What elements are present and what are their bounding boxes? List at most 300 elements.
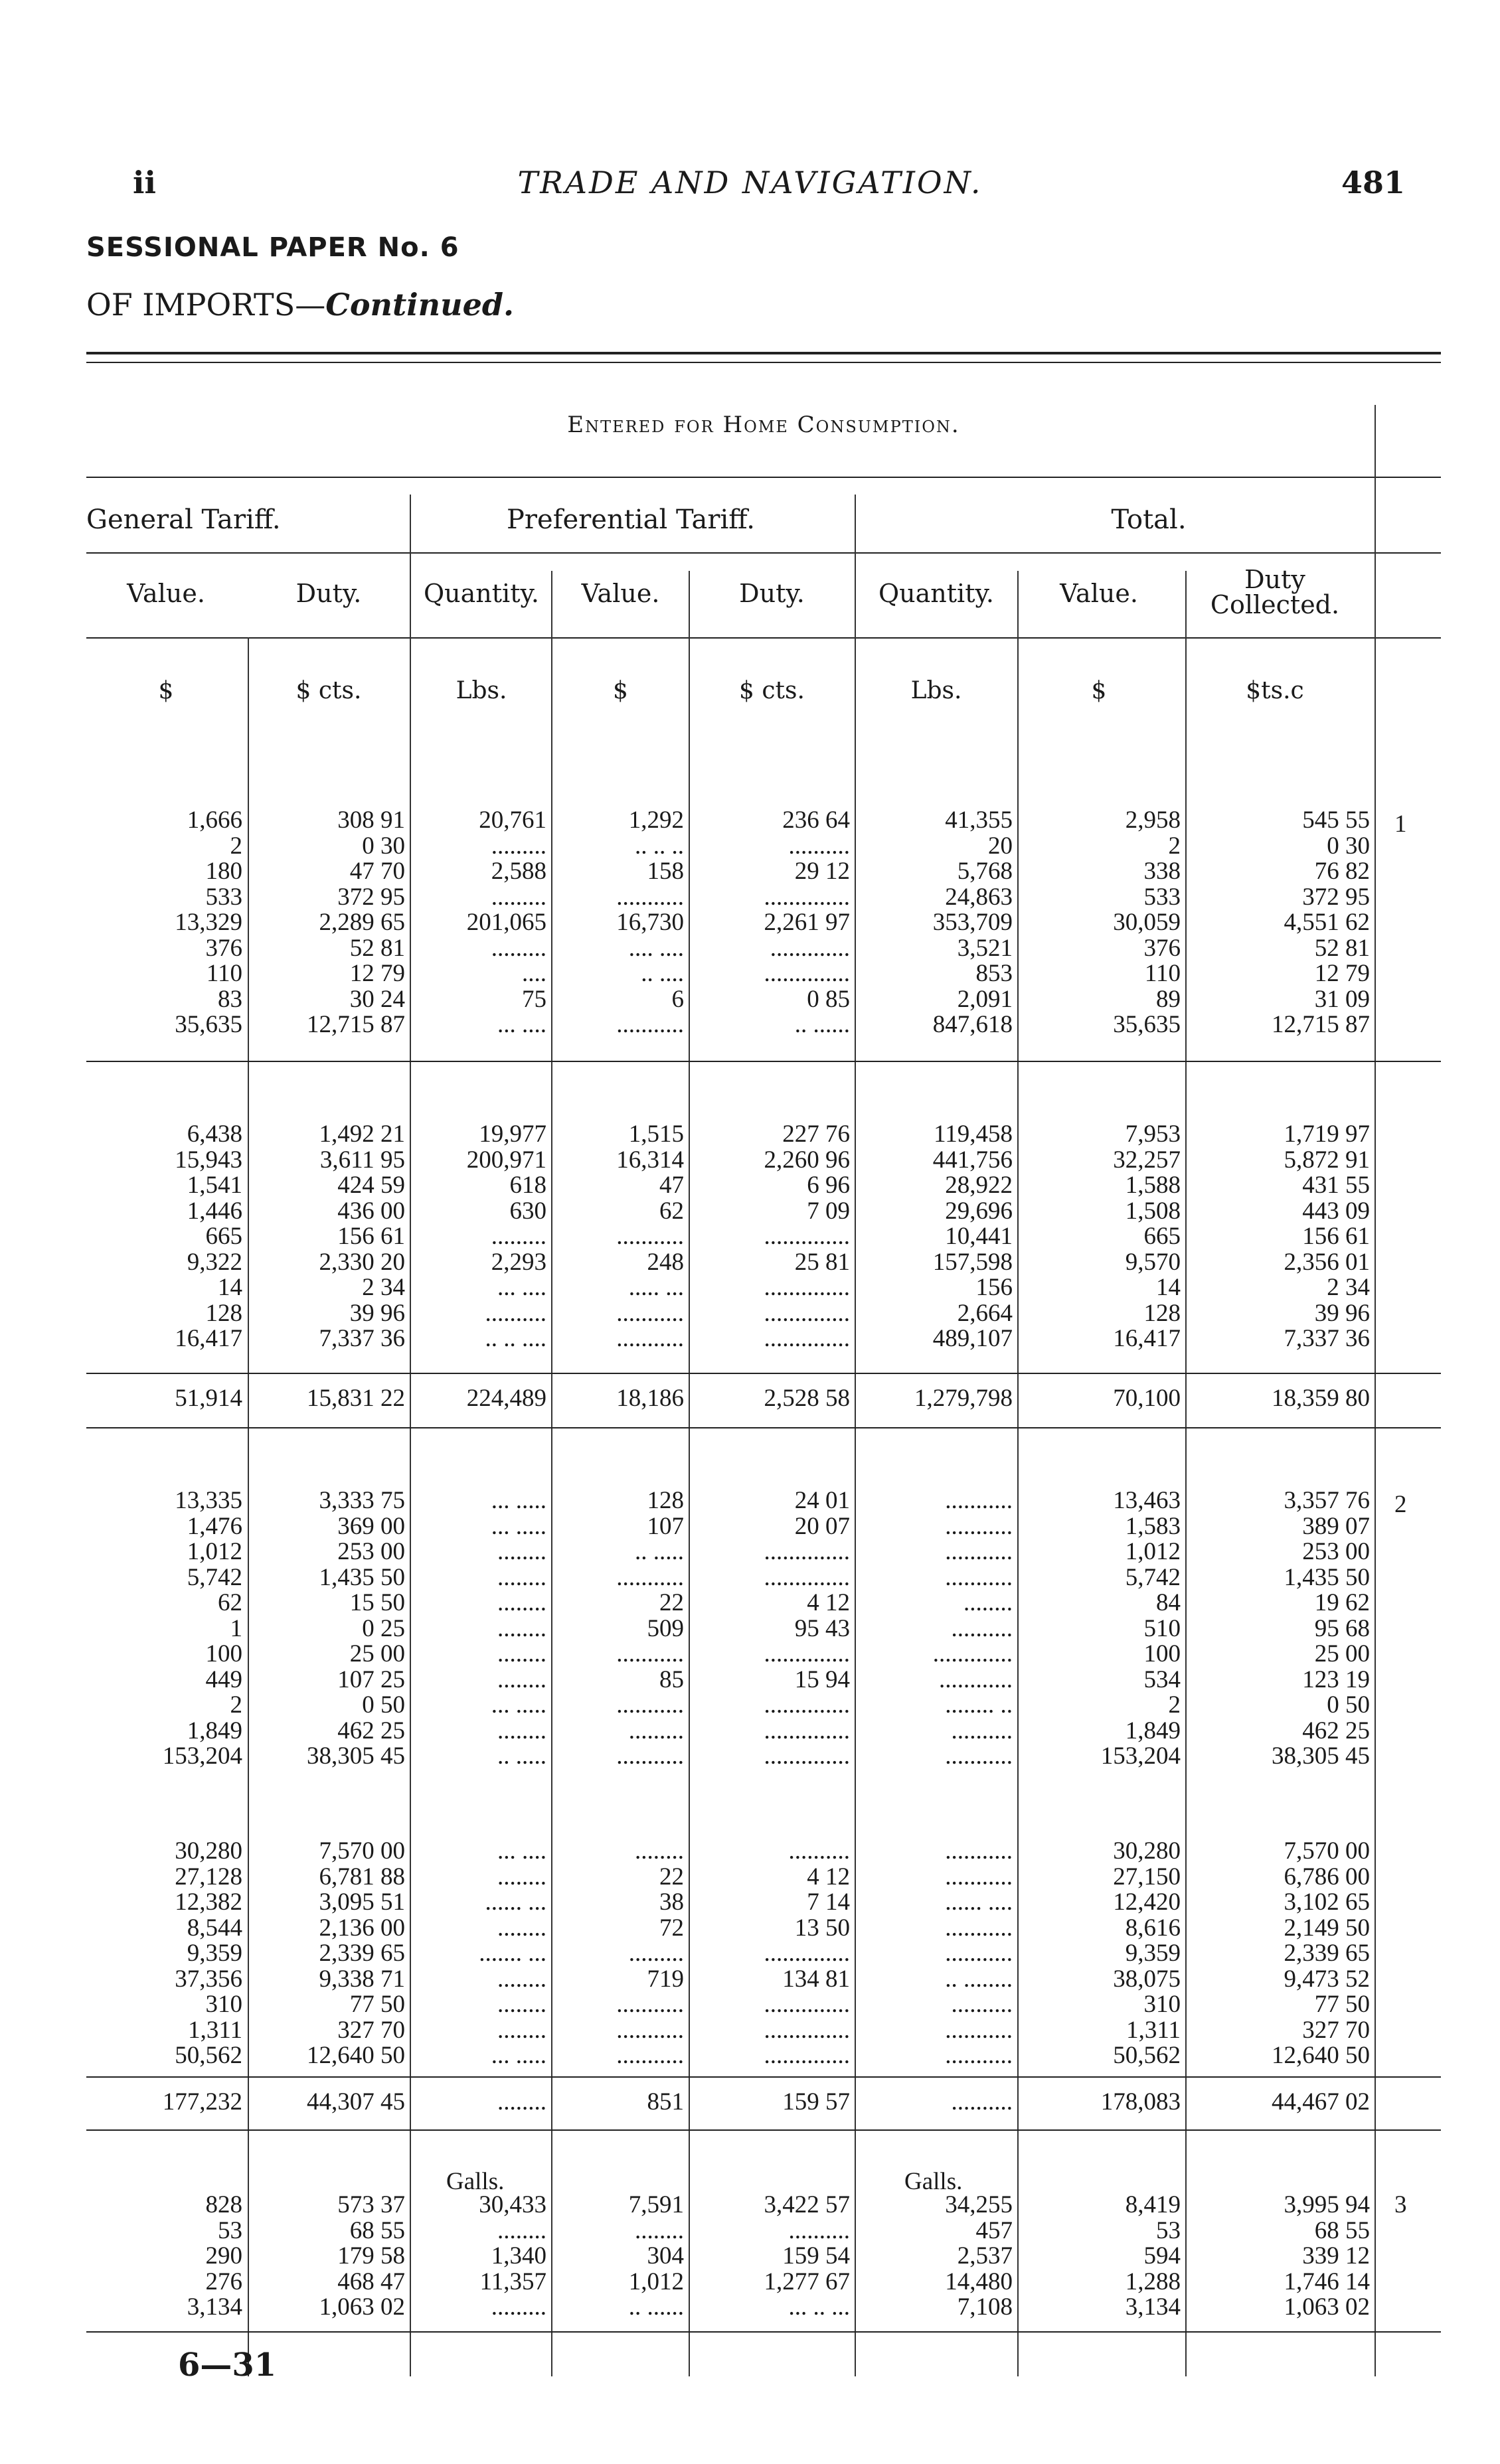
cell: 16,314 [616,1146,684,1174]
duty-collected-column [1192,2193,1370,2321]
cell: 310 [205,1991,242,2018]
cell: 83 [218,985,242,1013]
cell: ........... [945,1940,1013,1967]
block-rule-2b [86,1427,1441,1428]
side-number-1: 1 [1394,810,1407,838]
duty-collected-column [1192,1839,1370,2069]
cell: 308 91 [337,807,405,834]
page-number: 481 [1341,165,1406,200]
pref-duty-column [694,1488,850,1770]
cell: ........... [616,2016,684,2044]
col-total-quantity: Quantity. [878,579,994,608]
pref-qty-column [415,1122,546,1352]
cell: 594 [1143,2242,1181,2270]
cell: 431 55 [1302,1172,1370,1199]
cell: 462 25 [337,1717,405,1744]
cell: 50,562 [1113,2042,1181,2069]
cell: ........... [616,1011,684,1038]
cell: 76 82 [1314,858,1370,885]
sum-gen-duty: 44,307 45 [307,2088,405,2116]
cell: 2 34 [1327,1274,1370,1301]
cell: 110 [1144,960,1181,987]
cell: .... .... [628,934,684,962]
cell: 3,995 94 [1284,2191,1370,2218]
cell: 5,768 [957,858,1013,885]
cell: 14 [1156,1274,1181,1301]
cell: ........... [616,883,684,911]
sum-gen-value: 51,914 [175,1385,242,1412]
cell: 27,128 [175,1863,242,1890]
cell: 719 [647,1965,684,1993]
cell: ............. [770,934,850,962]
total-heading: Total. [1111,504,1187,535]
cell: 7,591 [628,2191,684,2218]
data-block-1 [0,808,1500,1047]
cell: 38,075 [1113,1965,1181,1993]
cell: 156 61 [1302,1223,1370,1250]
cell: ......... [491,1223,546,1250]
cell: 3,521 [957,934,1013,962]
cell: 157,598 [932,1248,1013,1276]
cell: 1,311 [188,2016,242,2044]
bottom-rule [86,2331,1441,2333]
sum-duty-collected: 44,467 02 [1272,2088,1370,2116]
cell: 0 50 [1327,1691,1370,1719]
sessional-paper-label: SESSIONAL PAPER No. 6 [86,232,459,263]
cell: 15 50 [349,1589,405,1616]
cell: 12,382 [175,1888,242,1916]
cell: 853 [975,960,1013,987]
cell: 276 [205,2268,242,2295]
cell: 12,420 [1113,1888,1181,1916]
cell: 372 95 [337,883,405,911]
cell: ........ [963,1589,1013,1616]
cell: 3,333 75 [319,1487,405,1514]
unit-pref-value: $ [613,677,628,704]
cell: 128 [205,1299,242,1327]
cell: 0 50 [362,1691,405,1719]
cell: 38,305 45 [1272,1742,1370,1770]
unit-gen-duty: $ cts. [295,677,362,704]
cell: 5,872 91 [1284,1146,1370,1174]
cell: 2,261 97 [764,909,850,936]
cell: 533 [205,883,242,911]
cell: 6 96 [807,1172,850,1199]
cell: 338 [1143,858,1181,885]
cell: .. .. .. [635,832,684,860]
cell: .............. [764,1538,850,1565]
cell: 2,149 50 [1284,1914,1370,1942]
cell: .............. [764,1299,850,1327]
cell: 1,508 [1125,1197,1181,1225]
cell: ......... [491,2293,546,2321]
cell: 1,012 [1125,1538,1181,1565]
cell: 369 00 [337,1512,405,1540]
cell: 424 59 [337,1172,405,1199]
cell: ........... [945,2042,1013,2069]
gen-duty-column [252,1122,405,1352]
cell: 828 [205,2191,242,2218]
cell: ......... [491,883,546,911]
cell: ........... [945,1742,1013,1770]
column-header-rule [86,637,1441,639]
cell: 15,943 [175,1146,242,1174]
cell: 0 30 [362,832,405,860]
cell: ............. [932,1640,1013,1667]
gen-duty-column [252,808,405,1038]
cell: 9,570 [1125,1248,1181,1276]
cell: ........... [616,2042,684,2069]
pref-qty-column [415,1488,546,1770]
cell: 89 [1156,985,1181,1013]
cell: 35,635 [1113,1011,1181,1038]
cell: ........ [497,1640,546,1667]
cell: 119,458 [934,1120,1013,1148]
cell: 13,329 [175,909,242,936]
pref-value-column [556,1122,684,1352]
cell: 12 79 [349,960,405,987]
cell: 8,616 [1125,1914,1181,1942]
col-gen-value: Value. [127,579,205,608]
cell: 489,107 [932,1325,1013,1352]
cell: 630 [509,1197,546,1225]
cell: .............. [764,1742,850,1770]
sum-total-qty: 1,279,798 [914,1385,1013,1412]
sum-total-value: 178,083 [1100,2088,1181,2116]
cell: ........... [945,1538,1013,1565]
cell: 153,204 [1100,1742,1181,1770]
gen-value-column [90,1839,242,2069]
cell: 53 [218,2216,242,2244]
gen-value-column [90,2193,242,2321]
cell: 39 96 [349,1299,405,1327]
cell: ........ [497,1717,546,1744]
cell: 32,257 [1113,1146,1181,1174]
cell: 12 79 [1314,960,1370,987]
cell: 1,583 [1125,1512,1181,1540]
cell: 156 [975,1274,1013,1301]
data-block-5 [0,2193,1500,2325]
cell: ........... [616,1742,684,1770]
cell: ........ .. [945,1691,1013,1719]
cell: 128 [1143,1299,1181,1327]
cell: .............. [764,2042,850,2069]
cell: 376 [205,934,242,962]
cell: 84 [1156,1589,1181,1616]
cell: 15 94 [794,1665,850,1693]
cell: 0 30 [1327,832,1370,860]
cell: .......... [485,1299,546,1327]
gen-value-column [90,1122,242,1352]
cell: 95 43 [794,1614,850,1642]
cell: .. ..... [497,1742,546,1770]
cell: 107 25 [337,1665,405,1693]
cell: 159 54 [782,2242,850,2270]
unit-gen-value: $ [158,677,174,704]
total-qty-column [860,1488,1013,1770]
cell: 4 12 [807,1589,850,1616]
cell: 248 [647,1248,684,1276]
preferential-tariff-heading: Preferential Tariff. [506,504,755,535]
cell: 20 [988,832,1013,860]
cell: 6 [671,985,684,1013]
block-rule-1 [86,1061,1441,1062]
cell: 123 19 [1302,1665,1370,1693]
cell: 2,537 [957,2242,1013,2270]
cell: .............. [764,1940,850,1967]
cell: 7,337 36 [1284,1325,1370,1352]
cell: 573 37 [337,2191,405,2218]
cell: ........ [497,1538,546,1565]
cell: 1,719 97 [1284,1120,1370,1148]
cell: ........ [635,1837,684,1865]
pref-galls-label: Galls. [446,2168,505,2195]
cell: 53 [1156,2216,1181,2244]
cell: 1,340 [491,2242,546,2270]
cell: 47 70 [349,858,405,885]
entered-heading: Entered for Home Consumption. [567,412,960,438]
cell: 7 14 [807,1888,850,1916]
cell: 1,746 14 [1284,2268,1370,2295]
cell: ........... [616,1299,684,1327]
cell: .... [522,960,546,987]
pref-duty-column [694,808,850,1038]
cell: ........... [616,1325,684,1352]
cell: 13,463 [1113,1487,1181,1514]
cell: 35,635 [175,1011,242,1038]
cell: ........ [497,1914,546,1942]
sum-pref-qty: 224,489 [466,1385,546,1412]
cell: 2 [1168,832,1181,860]
cell: 6,438 [187,1120,242,1148]
cell: 7 09 [807,1197,850,1225]
sum-pref-qty: ........ [497,2088,546,2116]
cell: 457 [975,2216,1013,2244]
sum-pref-value: 851 [647,2088,684,2116]
cell: 372 95 [1302,883,1370,911]
cell: ........... [945,1863,1013,1890]
cell: 443 09 [1302,1197,1370,1225]
cell: 41,355 [945,807,1013,834]
cell: ....... ... [479,1940,546,1967]
cell: 1,288 [1125,2268,1181,2295]
cell: 353,709 [932,909,1013,936]
cell: 509 [647,1614,684,1642]
cell: 30 24 [349,985,405,1013]
cell: 10,441 [945,1223,1013,1250]
cell: 510 [1143,1614,1181,1642]
cell: 1,435 50 [1284,1563,1370,1591]
cell: 52 81 [349,934,405,962]
cell: 100 [205,1640,242,1667]
cell: 72 [659,1914,684,1942]
section-subtitle [86,287,514,323]
total-value-column [1023,1839,1181,2069]
cell: ........... [945,2016,1013,2044]
cell: 19,977 [479,1120,546,1148]
cell: 1,311 [1126,2016,1181,2044]
cell: 339 12 [1302,2242,1370,2270]
sum-gen-duty: 15,831 22 [307,1385,405,1412]
cell: 1,012 [628,2268,684,2295]
cell: .............. [764,1717,850,1744]
cell: 201,065 [466,909,546,936]
cell: 449 [205,1665,242,1693]
cell: 52 81 [1314,934,1370,962]
data-block-4 [0,1839,1500,2078]
side-number-3: 3 [1394,2191,1407,2218]
total-qty-column [860,808,1013,1038]
cell: 95 68 [1314,1614,1370,1642]
cell: ... ..... [491,1691,546,1719]
sum-pref-duty: 2,528 58 [764,1385,850,1412]
cell: 47 [659,1172,684,1199]
cell: 2,260 96 [764,1146,850,1174]
cell: ... .... [497,1837,546,1865]
cell: ........... [616,1563,684,1591]
cell: 2,356 01 [1284,1248,1370,1276]
cell: 5,742 [187,1563,242,1591]
cell: 128 [647,1487,684,1514]
cell: 25 00 [1314,1640,1370,1667]
cell: ......... [491,832,546,860]
cell: 4,551 62 [1284,909,1370,936]
total-qty-column [860,1839,1013,2069]
cell: 29 12 [794,858,850,885]
cell: 29,696 [945,1197,1013,1225]
cell: .. .. .... [485,1325,546,1352]
cell: 0 85 [807,985,850,1013]
cell: 9,338 71 [319,1965,405,1993]
cell: ......... [628,1717,684,1744]
cell: 8,544 [187,1914,242,1942]
cell: 468 47 [337,2268,405,2295]
cell: 462 25 [1302,1717,1370,1744]
pref-duty-column [694,2193,850,2321]
side-number-2: 2 [1394,1491,1407,1518]
total-value-column [1023,2193,1181,2321]
unit-total-quantity: Lbs. [910,677,962,704]
gen-value-column [90,808,242,1038]
vrule-right [1375,405,1376,2376]
cell: 3,102 65 [1284,1888,1370,1916]
cell: 7,570 00 [319,1837,405,1865]
cell: 1,515 [628,1120,684,1148]
cell: 545 55 [1302,807,1370,834]
cell: 2,293 [491,1248,546,1276]
cell: .............. [764,1223,850,1250]
data-block-3 [0,1488,1500,1780]
cell: 227 76 [782,1120,850,1148]
sum-pref-value: 18,186 [616,1385,684,1412]
cell: ........... [945,1837,1013,1865]
cell: .. ..... [635,1538,684,1565]
cell: 253 00 [1302,1538,1370,1565]
total-qty-column [860,1122,1013,1352]
cell: 2,958 [1125,807,1181,834]
general-tariff-heading: General Tariff. [86,504,281,535]
cell: 3,134 [1125,2293,1181,2321]
cell: .......... [951,1991,1013,2018]
cell: 25 00 [349,1640,405,1667]
cell: 3,134 [187,2293,242,2321]
cell: ........... [945,1512,1013,1540]
cell: 22 [659,1589,684,1616]
gen-duty-column [252,1839,405,2069]
cell: 236 64 [782,807,850,834]
cell: 2,330 20 [319,1248,405,1276]
sum-pref-duty: 159 57 [782,2088,850,2116]
cell: 13 50 [794,1914,850,1942]
cell: 8,419 [1125,2191,1181,2218]
cell: 38 [659,1888,684,1916]
cell: 327 70 [337,2016,405,2044]
cell: 5,742 [1125,1563,1181,1591]
cell: 665 [1143,1223,1181,1250]
cell: ........ [497,1665,546,1693]
cell: 62 [659,1197,684,1225]
cell: ........... [945,1914,1013,1942]
cell: 1,277 67 [764,2268,850,2295]
cell: 20 07 [794,1512,850,1540]
block-rule-2a [86,1373,1441,1374]
cell: 1,446 [187,1197,242,1225]
cell: 77 50 [349,1991,405,2018]
sum-gen-value: 177,232 [162,2088,242,2116]
cell: 2,091 [957,985,1013,1013]
cell: ... .... [497,1274,546,1301]
cell: ... ..... [491,1487,546,1514]
cell: .......... [951,1717,1013,1744]
col-pref-value: Value. [581,579,660,608]
cell: 1,849 [187,1717,242,1744]
total-galls-label: Galls. [904,2168,963,2195]
cell: 534 [1143,1665,1181,1693]
cell: 50,562 [175,2042,242,2069]
subtitle-prefix: OF IMPORTS— [86,287,326,323]
cell: 30,280 [175,1837,242,1865]
sum-total-value: 70,100 [1113,1385,1181,1412]
total-value-column [1023,808,1181,1038]
cell: ... .. ... [788,2293,850,2321]
col-gen-duty: Duty. [295,579,362,608]
cell: ........ [497,2016,546,2044]
cell: 7,337 36 [319,1325,405,1352]
cell: 107 [647,1512,684,1540]
entered-rule [86,477,1441,478]
cell: 3,422 57 [764,2191,850,2218]
cell: 1,063 02 [1284,2293,1370,2321]
pref-value-column [556,1839,684,2069]
cell: 847,618 [932,1011,1013,1038]
cell: 200,971 [466,1146,546,1174]
cell: 19 62 [1314,1589,1370,1616]
cell: .. .... [641,960,684,987]
cell: 9,322 [187,1248,242,1276]
cell: 25 81 [794,1248,850,1276]
cell: ... .... [497,1011,546,1038]
cell: 3,357 76 [1284,1487,1370,1514]
cell: 30,059 [1113,909,1181,936]
cell: ........ [497,1965,546,1993]
cell: 1,292 [628,807,684,834]
cell: 6,786 00 [1284,1863,1370,1890]
cell: 2 [230,1691,242,1719]
cell: .............. [764,960,850,987]
gen-duty-column [252,1488,405,1770]
cell: 2,339 65 [1284,1940,1370,1967]
cell: 1,476 [187,1512,242,1540]
